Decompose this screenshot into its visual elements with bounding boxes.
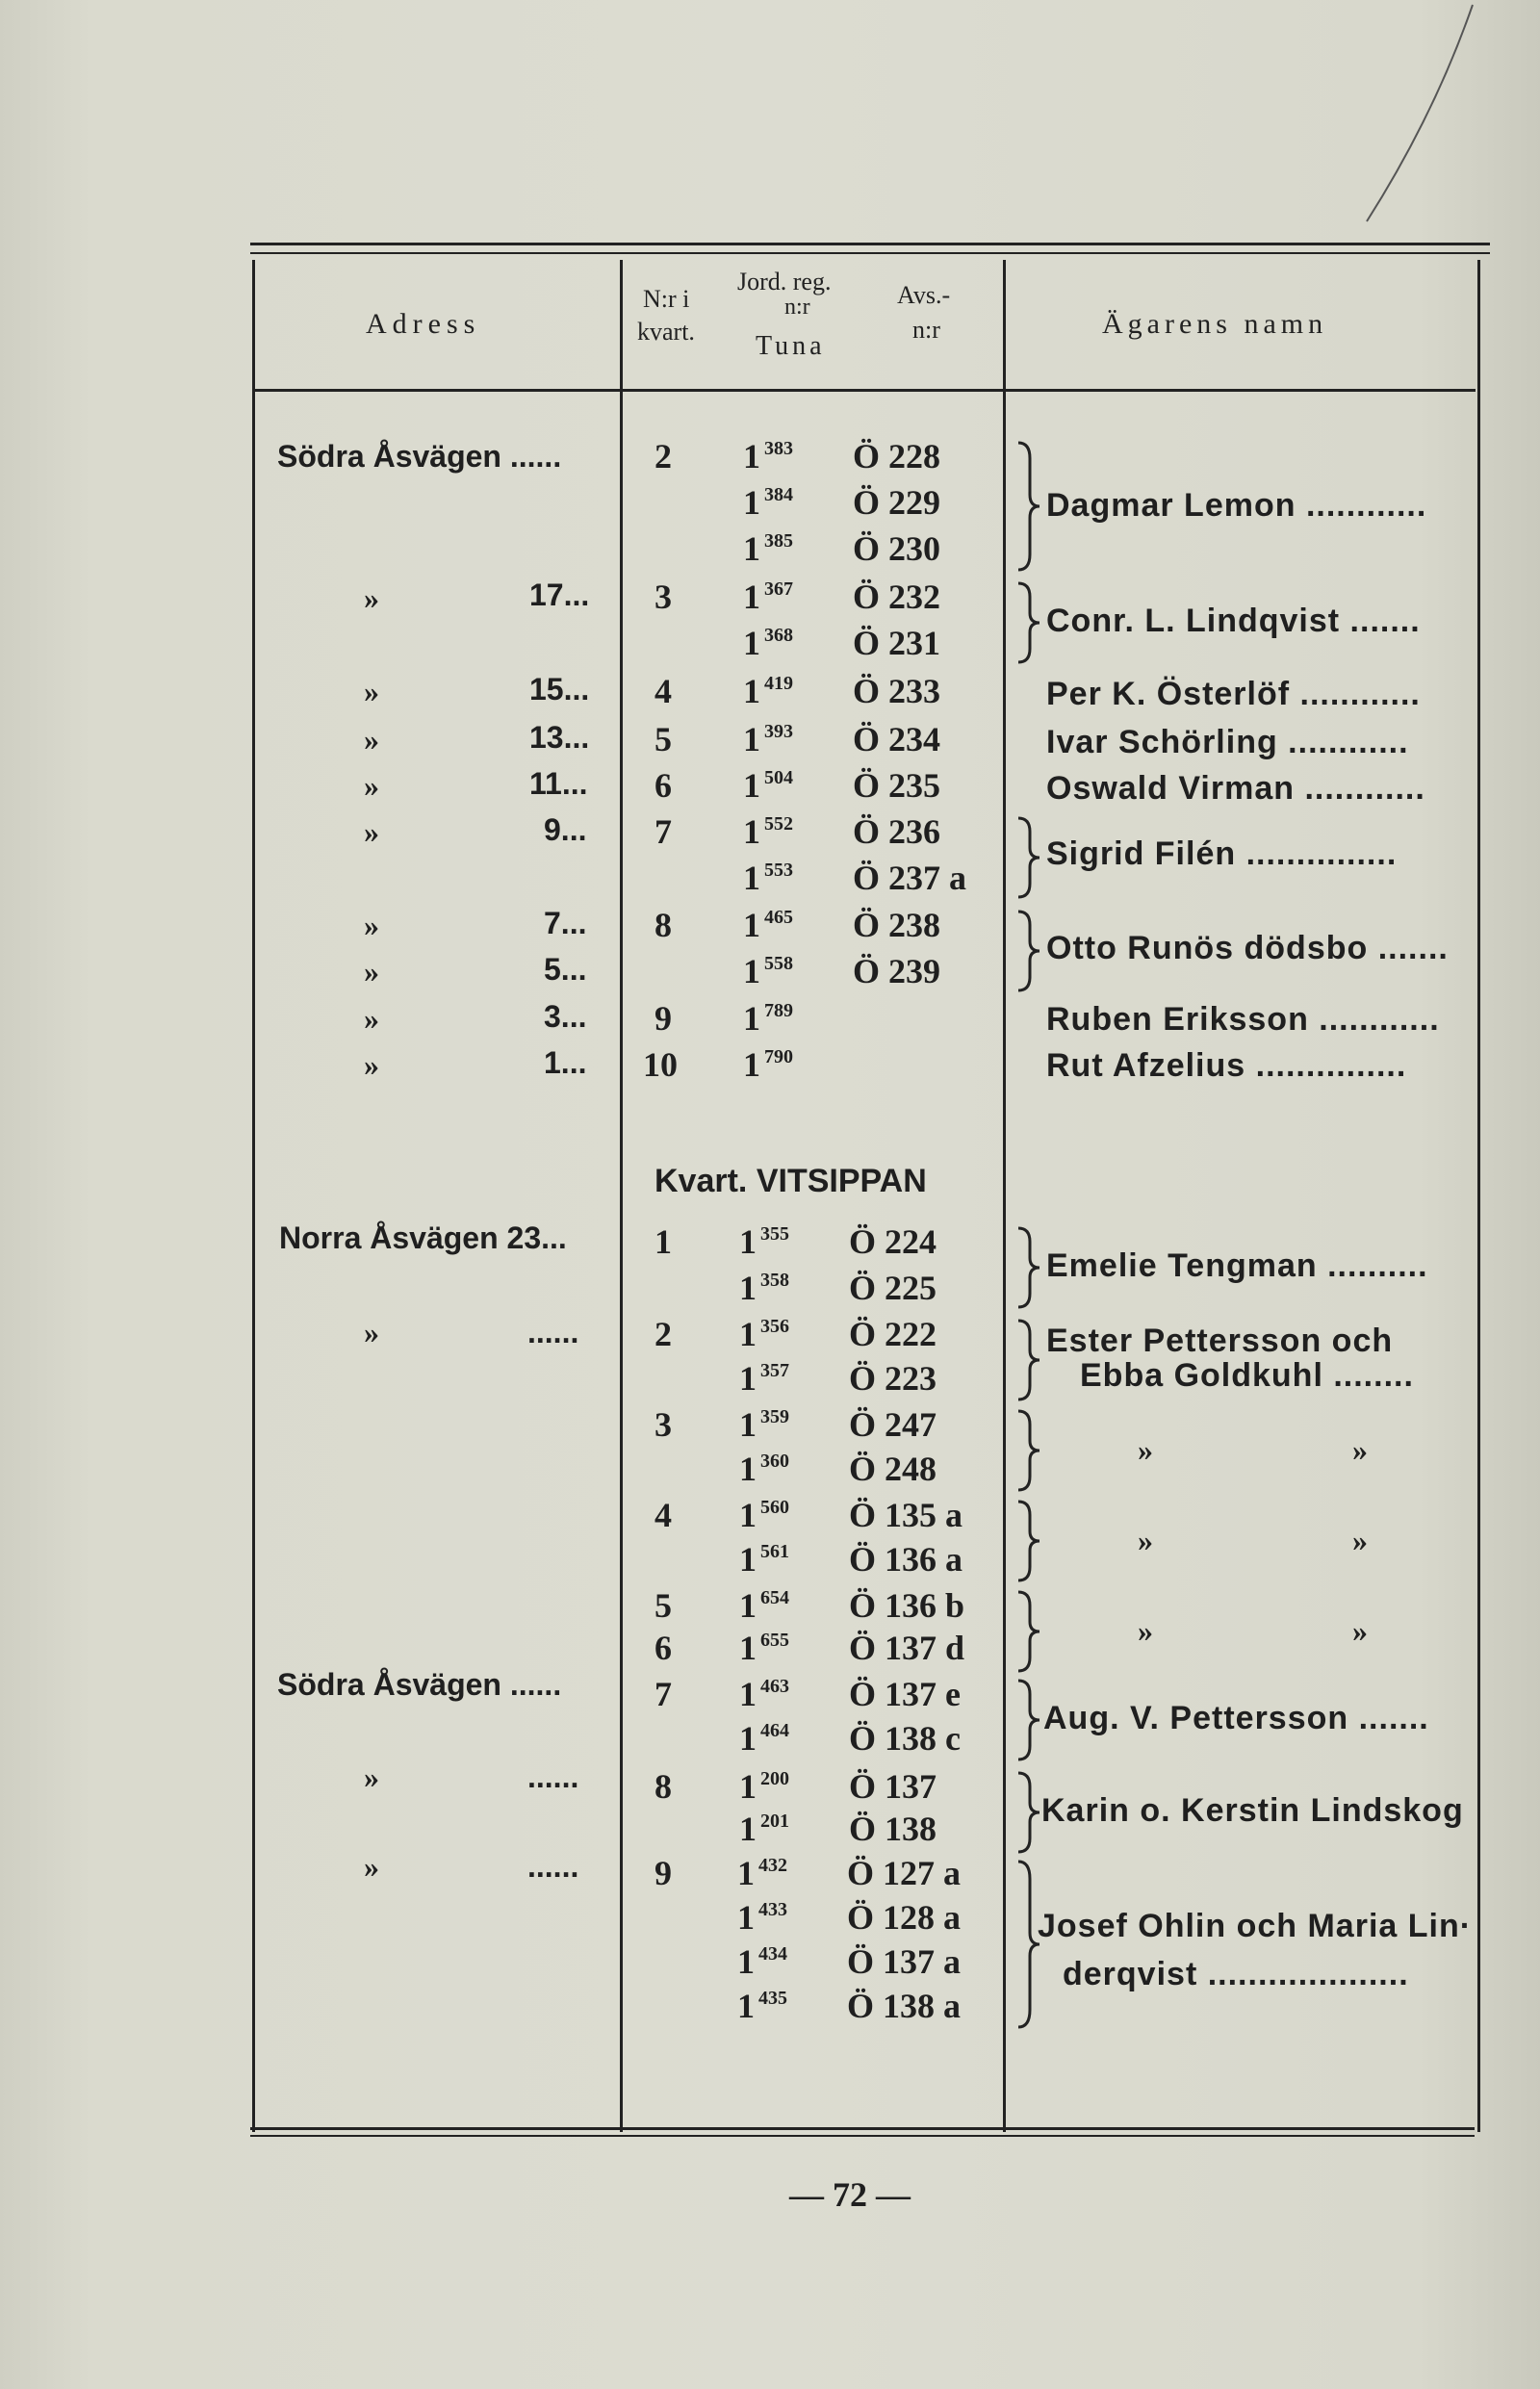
table-right-border (1477, 260, 1480, 2132)
avs-nr: Ö 229 (853, 483, 941, 522)
header-tuna: Tuna (756, 331, 826, 361)
table-left-border (252, 260, 255, 2132)
jord-reg-nr: 1 $^{393}$ (743, 720, 793, 758)
ditto-mark: » (364, 722, 379, 757)
address-sodra-asvagen: Södra Åsvägen ...... (277, 439, 562, 474)
ditto-mark: » (364, 954, 379, 989)
brace-icon (1013, 1317, 1041, 1403)
brace-icon (1013, 1407, 1041, 1494)
header-avs-nr: n:r (912, 316, 940, 344)
jord-reg-nr: 1 $^{356}$ (739, 1315, 789, 1353)
avs-nr: Ö 238 (853, 906, 941, 944)
jord-reg-nr: 1 $^{435}$ (737, 1987, 787, 2025)
column-divider-address (620, 260, 623, 2132)
ditto-mark: » (364, 814, 379, 849)
header-agarens-namn: Ägarens namn (1102, 308, 1328, 340)
house-number-15: 15... (529, 672, 590, 706)
ditto-mark: » (364, 674, 379, 708)
header-adress: Adress (366, 308, 481, 340)
avs-nr: Ö 223 (849, 1359, 937, 1398)
avs-nr: Ö 235 (853, 766, 941, 805)
ditto-mark: » (364, 1760, 379, 1794)
kvarter-nr: 5 (654, 1586, 672, 1625)
column-divider-owner (1003, 260, 1006, 2132)
avs-nr: Ö 135 a (849, 1496, 963, 1534)
address-sodra-asvagen: Södra Åsvägen ...... (277, 1667, 562, 1702)
kvarter-nr: 1 (654, 1222, 672, 1261)
address-dots: ...... (527, 1760, 579, 1794)
table-bottom-rule (250, 2127, 1475, 2130)
kvarter-nr: 4 (654, 1496, 672, 1534)
house-number-13: 13... (529, 720, 590, 755)
avs-nr: Ö 137 e (849, 1675, 961, 1713)
jord-reg-nr: 1 $^{552}$ (743, 812, 793, 851)
house-number-5: 5... (544, 952, 587, 987)
owner-name: Oswald Virman ............ (1046, 770, 1425, 807)
ditto-mark: » (1138, 1432, 1153, 1467)
ditto-mark: » (1352, 1613, 1368, 1648)
owner-name: Conr. L. Lindqvist ....... (1046, 603, 1421, 639)
avs-nr: Ö 234 (853, 720, 941, 758)
house-number-7: 7... (544, 906, 587, 940)
avs-nr: Ö 247 (849, 1405, 937, 1444)
page-crease-mark (1348, 0, 1540, 270)
jord-reg-nr: 1 $^{558}$ (743, 952, 793, 990)
jord-reg-nr: 1 $^{384}$ (743, 483, 793, 522)
jord-reg-nr: 1 $^{790}$ (743, 1045, 793, 1084)
jord-reg-nr: 1 $^{367}$ (743, 578, 793, 616)
house-number-3: 3... (544, 999, 587, 1034)
header-kvart: kvart. (637, 318, 695, 346)
jord-reg-nr: 1 $^{360}$ (739, 1450, 789, 1488)
jord-reg-nr: 1 $^{434}$ (737, 1942, 787, 1981)
avs-nr: Ö 239 (853, 952, 941, 990)
ditto-mark: » (1138, 1613, 1153, 1648)
avs-nr: Ö 237 a (853, 859, 967, 897)
ditto-mark: » (364, 768, 379, 803)
avs-nr: Ö 137 d (849, 1629, 965, 1667)
owner-name: Dagmar Lemon ............ (1046, 487, 1427, 524)
ditto-mark: » (364, 1315, 379, 1349)
jord-reg-nr: 1 $^{789}$ (743, 999, 793, 1038)
brace-icon (1013, 579, 1041, 666)
ditto-mark: » (364, 1001, 379, 1036)
ditto-mark: » (364, 580, 379, 615)
kvarter-nr: 9 (654, 999, 672, 1038)
jord-reg-nr: 1 $^{464}$ (739, 1719, 789, 1758)
address-norra-asvagen-23: Norra Åsvägen 23... (279, 1220, 567, 1255)
ditto-mark: » (1138, 1523, 1153, 1557)
kvarter-nr: 3 (654, 578, 672, 616)
owner-name: Per K. Österlöf ............ (1046, 676, 1421, 712)
owner-name: Otto Runös dödsbo ....... (1046, 930, 1449, 966)
avs-nr: Ö 137 (849, 1767, 937, 1806)
jord-reg-nr: 1 $^{560}$ (739, 1496, 789, 1534)
owner-name: Emelie Tengman .......... (1046, 1247, 1428, 1284)
jord-reg-nr: 1 $^{201}$ (739, 1810, 789, 1848)
owner-name: Josef Ohlin och Maria Lin· (1038, 1908, 1473, 1944)
ditto-mark: » (1352, 1432, 1368, 1467)
brace-icon (1013, 1588, 1041, 1675)
owner-name: Ester Pettersson och (1046, 1323, 1394, 1359)
brace-icon (1013, 439, 1041, 574)
avs-nr: Ö 138 (849, 1810, 937, 1848)
ditto-mark: » (364, 1047, 379, 1082)
owner-name: Ivar Schörling ............ (1046, 724, 1409, 760)
jord-reg-nr: 1 $^{383}$ (743, 437, 793, 475)
house-number-9: 9... (544, 812, 587, 847)
avs-nr: Ö 138 a (847, 1987, 962, 2025)
jord-reg-nr: 1 $^{358}$ (739, 1269, 789, 1307)
jord-reg-nr: 1 $^{561}$ (739, 1540, 789, 1579)
avs-nr: Ö 236 (853, 812, 941, 851)
jord-reg-nr: 1 $^{465}$ (743, 906, 793, 944)
ditto-mark: » (1352, 1523, 1368, 1557)
avs-nr: Ö 136 b (849, 1586, 965, 1625)
avs-nr: Ö 136 a (849, 1540, 963, 1579)
avs-nr: Ö 232 (853, 578, 941, 616)
jord-reg-nr: 1 $^{385}$ (743, 529, 793, 568)
address-dots: ...... (527, 1315, 579, 1349)
jord-reg-nr: 1 $^{654}$ (739, 1586, 789, 1625)
brace-icon (1013, 1769, 1041, 1856)
kvarter-nr: 10 (643, 1045, 678, 1084)
avs-nr: Ö 224 (849, 1222, 937, 1261)
brace-icon (1013, 814, 1041, 901)
avs-nr: Ö 233 (853, 672, 941, 710)
house-number-11: 11... (529, 766, 588, 801)
kvarter-nr: 6 (654, 766, 672, 805)
jord-reg-nr: 1 $^{359}$ (739, 1405, 789, 1444)
avs-nr: Ö 138 c (849, 1719, 961, 1758)
jord-reg-nr: 1 $^{355}$ (739, 1222, 789, 1261)
avs-nr: Ö 228 (853, 437, 941, 475)
header-jord-reg: Jord. reg. (737, 268, 832, 295)
owner-name: Ruben Eriksson ............ (1046, 1001, 1440, 1038)
owner-name-continued: Ebba Goldkuhl ........ (1080, 1357, 1414, 1394)
avs-nr: Ö 137 a (847, 1942, 962, 1981)
kvarter-nr: 6 (654, 1629, 672, 1667)
header-nr-i: N:r i (643, 285, 690, 313)
kvarter-nr: 7 (654, 1675, 672, 1713)
jord-reg-nr: 1 $^{504}$ (743, 766, 793, 805)
brace-icon (1013, 908, 1041, 994)
brace-icon (1013, 1677, 1041, 1763)
header-avs: Avs.- (897, 281, 951, 309)
brace-icon (1013, 1498, 1041, 1584)
kvarter-nr: 8 (654, 906, 672, 944)
avs-nr: Ö 231 (853, 624, 941, 662)
owner-name: Karin o. Kerstin Lindskog (1041, 1792, 1464, 1829)
owner-name: Aug. V. Pettersson ....... (1043, 1700, 1429, 1736)
jord-reg-nr: 1 $^{368}$ (743, 624, 793, 662)
house-number-1: 1... (544, 1045, 587, 1080)
ditto-mark: » (364, 1849, 379, 1884)
house-number-17: 17... (529, 578, 590, 612)
owner-name: Sigrid Filén ............... (1046, 835, 1398, 872)
kvarter-nr: 7 (654, 812, 672, 851)
kvarter-heading: Kvart. VITSIPPAN (654, 1163, 927, 1199)
page-number: — 72 — (789, 2175, 911, 2214)
jord-reg-nr: 1 $^{655}$ (739, 1629, 789, 1667)
avs-nr: Ö 128 a (847, 1898, 962, 1937)
kvarter-nr: 5 (654, 720, 672, 758)
avs-nr: Ö 230 (853, 529, 941, 568)
kvarter-nr: 3 (654, 1405, 672, 1444)
owner-name: Rut Afzelius ............... (1046, 1047, 1407, 1084)
ditto-mark: » (364, 908, 379, 942)
owner-name-continued: derqvist .................... (1063, 1956, 1409, 1992)
table-top-rule-inner (250, 252, 1490, 254)
jord-reg-nr: 1 $^{432}$ (737, 1854, 787, 1892)
kvarter-nr: 9 (654, 1854, 672, 1892)
table-top-rule (250, 243, 1490, 245)
jord-reg-nr: 1 $^{433}$ (737, 1898, 787, 1937)
kvarter-nr: 8 (654, 1767, 672, 1806)
jord-reg-nr: 1 $^{419}$ (743, 672, 793, 710)
brace-icon (1013, 1858, 1041, 2031)
kvarter-nr: 4 (654, 672, 672, 710)
avs-nr: Ö 225 (849, 1269, 937, 1307)
avs-nr: Ö 127 a (847, 1854, 962, 1892)
brace-icon (1013, 1224, 1041, 1311)
address-dots: ...... (527, 1849, 579, 1884)
jord-reg-nr: 1 $^{357}$ (739, 1359, 789, 1398)
avs-nr: Ö 222 (849, 1315, 937, 1353)
header-jord-nr: n:r (784, 295, 810, 320)
kvarter-nr: 2 (654, 437, 672, 475)
jord-reg-nr: 1 $^{463}$ (739, 1675, 789, 1713)
jord-reg-nr: 1 $^{553}$ (743, 859, 793, 897)
jord-reg-nr: 1 $^{200}$ (739, 1767, 789, 1806)
table-bottom-rule-inner (250, 2135, 1475, 2137)
avs-nr: Ö 248 (849, 1450, 937, 1488)
kvarter-nr: 2 (654, 1315, 672, 1353)
header-bottom-rule (253, 389, 1476, 392)
